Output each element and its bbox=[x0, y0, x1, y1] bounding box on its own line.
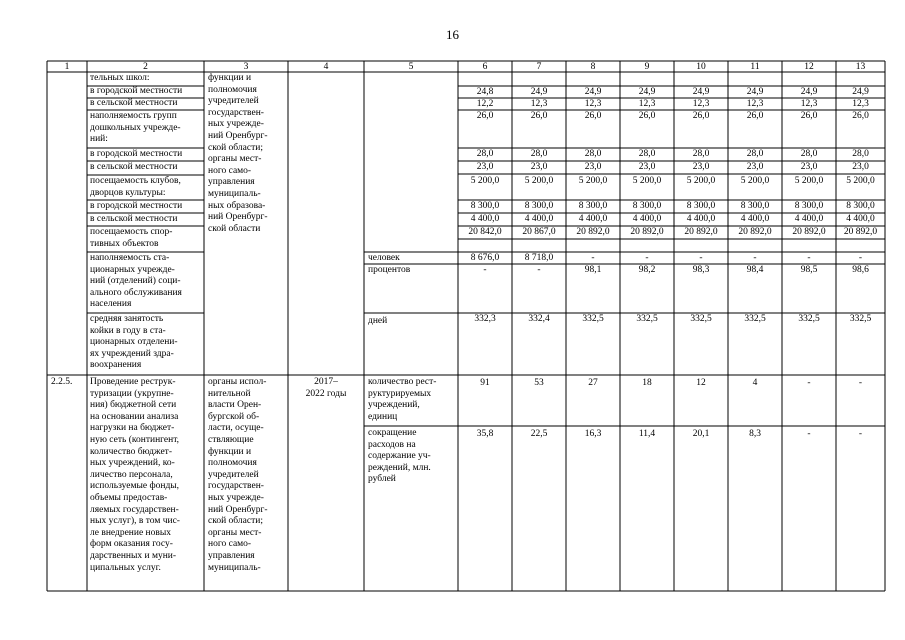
unit-savings: сокращение расходов на содержание уч- реждений, млн. рублей bbox=[368, 428, 431, 485]
value-cell-rural_school-col11: 12,3 bbox=[746, 99, 764, 109]
value-cell-count-col10: 12 bbox=[696, 378, 706, 388]
value-cell-count-col13: - bbox=[858, 378, 863, 388]
value-cell-clubs-col12: 5 200,0 bbox=[794, 176, 824, 186]
header-col-7: 7 bbox=[536, 62, 542, 72]
value-cell-urban_school-col6: 24,8 bbox=[476, 87, 494, 97]
value-cell-savings-col12: - bbox=[807, 429, 811, 439]
row-label-beds: средняя занятость койки в году в ста- ционарных отделени- ях учреждений здра- воохранения bbox=[90, 314, 178, 371]
value-cell-rural_school-col13: 12,3 bbox=[852, 99, 869, 109]
value-cell-preschool-col10: 26,0 bbox=[692, 111, 710, 121]
value-cell-urban_school-col7: 24,9 bbox=[530, 87, 548, 97]
row-label-urban-pre: в городской местности bbox=[90, 149, 183, 159]
value-cell-people-col8: - bbox=[591, 253, 595, 263]
value-cell-clubs-col6: 5 200,0 bbox=[470, 176, 500, 186]
header-col-11: 11 bbox=[750, 62, 760, 72]
row-label-restructuring: Проведение реструк- туризации (укрупне- ния) бюджетной сети на основании анализа нагрузки на бюджет- ную сеть (контингент, количество бюджет- ных учреждений, ко- личество персонала, используемые фонды, объемы предостав- ляемых государствен- ных услуг), в том чис- ле внедрение новых форм оказания госу- дарственных и муни- ципальных услуг. bbox=[90, 377, 180, 573]
value-cell-sports-col6: 20 842,0 bbox=[468, 227, 502, 237]
value-cell-urban_club-col12: 8 300,0 bbox=[794, 201, 824, 211]
value-cell-percent-col13: 98,6 bbox=[852, 265, 869, 275]
header-col-2: 2 bbox=[143, 62, 148, 72]
value-cell-urban_pre-col12: 28,0 bbox=[800, 149, 818, 159]
value-cell-clubs-col8: 5 200,0 bbox=[578, 176, 608, 186]
value-cell-people-col13: - bbox=[858, 253, 863, 263]
value-cell-days-col7: 332,4 bbox=[528, 314, 550, 324]
value-cell-rural_pre-col7: 23,0 bbox=[530, 162, 548, 172]
value-cell-urban_pre-col13: 28,0 bbox=[852, 149, 869, 159]
value-cell-sports-col9: 20 892,0 bbox=[630, 227, 664, 237]
value-cell-people-col10: - bbox=[699, 253, 703, 263]
value-cell-urban_club-col13: 8 300,0 bbox=[846, 201, 875, 211]
value-cell-urban_club-col10: 8 300,0 bbox=[686, 201, 716, 211]
value-cell-rural_club-col9: 4 400,0 bbox=[632, 214, 662, 224]
header-col-6: 6 bbox=[482, 62, 488, 72]
value-cell-sports-col10: 20 892,0 bbox=[684, 227, 718, 237]
value-cell-rural_pre-col6: 23,0 bbox=[476, 162, 494, 172]
value-cell-savings-col10: 20,1 bbox=[692, 429, 710, 439]
value-cell-days-col9: 332,5 bbox=[636, 314, 658, 324]
value-cell-people-col12: - bbox=[807, 253, 811, 263]
row-label-clubs: посещаемость клубов, дворцов культуры: bbox=[90, 176, 181, 198]
value-cell-days-col10: 332,5 bbox=[690, 314, 712, 324]
value-cell-urban_pre-col6: 28,0 bbox=[476, 149, 494, 159]
executor-top: функции и полномочия учредителей государствен- ных учрежде- ний Оренбург- ской области; органы мест- ного само- управления муниципаль- ных образова- ний Оренбург- ской области bbox=[208, 73, 268, 234]
value-cell-urban_school-col9: 24,9 bbox=[638, 87, 656, 97]
header-col-5: 5 bbox=[408, 62, 414, 72]
executor-bottom: органы испол- нительной власти Орен- бургской об- ласти, осуще- ствляющие функции и полномочия учредителей государствен- ных учрежде- ний Оренбург- ской области; органы мест- ного само- управления муниципаль- bbox=[208, 377, 268, 573]
value-cell-urban_pre-col10: 28,0 bbox=[692, 149, 710, 159]
value-cell-urban_school-col13: 24,9 bbox=[852, 87, 869, 97]
item-number: 2.2.5. bbox=[51, 377, 73, 387]
row-label-urban-school: в городской местности bbox=[90, 86, 183, 96]
unit-people: человек bbox=[368, 253, 400, 263]
row-label-preschool: наполняемость групп дошкольных учрежде- ний: bbox=[90, 111, 181, 145]
value-cell-sports-col12: 20 892,0 bbox=[792, 227, 826, 237]
value-cell-urban_pre-col11: 28,0 bbox=[746, 149, 764, 159]
value-cell-preschool-col9: 26,0 bbox=[638, 111, 656, 121]
value-cell-rural_school-col7: 12,3 bbox=[530, 99, 548, 109]
value-cell-percent-col12: 98,5 bbox=[800, 265, 818, 275]
value-cell-people-col11: - bbox=[753, 253, 757, 263]
value-cell-days-col13: 332,5 bbox=[849, 314, 872, 324]
value-cell-preschool-col8: 26,0 bbox=[584, 111, 602, 121]
value-cell-rural_school-col12: 12,3 bbox=[800, 99, 818, 109]
value-cell-urban_club-col6: 8 300,0 bbox=[470, 201, 500, 211]
value-cell-percent-col10: 98,3 bbox=[692, 265, 710, 275]
value-cell-sports-col13: 20 892,0 bbox=[843, 227, 878, 237]
value-cell-rural_club-col12: 4 400,0 bbox=[794, 214, 824, 224]
row-label-rural-club: в сельской местности bbox=[90, 214, 178, 224]
value-cell-urban_pre-col9: 28,0 bbox=[638, 149, 656, 159]
value-cell-urban_club-col8: 8 300,0 bbox=[578, 201, 608, 211]
value-cell-savings-col8: 16,3 bbox=[584, 429, 602, 439]
value-cell-count-col12: - bbox=[807, 378, 811, 388]
header-col-13: 13 bbox=[855, 62, 866, 72]
value-cell-rural_pre-col9: 23,0 bbox=[638, 162, 656, 172]
row-label-rural-school: в сельской местности bbox=[90, 98, 178, 108]
value-cell-urban_school-col8: 24,9 bbox=[584, 87, 602, 97]
value-cell-percent-col7: - bbox=[537, 265, 541, 275]
value-cell-rural_club-col7: 4 400,0 bbox=[524, 214, 554, 224]
value-cell-days-col6: 332,3 bbox=[474, 314, 496, 324]
value-cell-rural_club-col13: 4 400,0 bbox=[846, 214, 875, 224]
row-label-schools: тельных школ: bbox=[90, 73, 150, 83]
value-cell-percent-col8: 98,1 bbox=[584, 265, 602, 275]
row-label-social: наполняемость ста- ционарных учрежде- ний (отделений) соци- ального обслуживания населения bbox=[90, 253, 182, 310]
value-cell-preschool-col7: 26,0 bbox=[530, 111, 548, 121]
row-label-urban-club: в городской местности bbox=[90, 201, 183, 211]
value-cell-clubs-col7: 5 200,0 bbox=[524, 176, 554, 186]
header-col-12: 12 bbox=[804, 62, 814, 72]
value-cell-preschool-col6: 26,0 bbox=[476, 111, 494, 121]
header-col-3: 3 bbox=[243, 62, 249, 72]
value-cell-clubs-col11: 5 200,0 bbox=[740, 176, 770, 186]
value-cell-sports-col7: 20 867,0 bbox=[522, 227, 556, 237]
value-cell-count-col11: 4 bbox=[752, 378, 758, 388]
value-cell-people-col7: 8 718,0 bbox=[524, 253, 554, 263]
period: 2017– 2022 годы bbox=[305, 377, 347, 399]
value-cell-savings-col9: 11,4 bbox=[638, 429, 656, 439]
value-cell-urban_club-col7: 8 300,0 bbox=[524, 201, 554, 211]
value-cell-rural_pre-col11: 23,0 bbox=[746, 162, 764, 172]
value-cell-urban_pre-col8: 28,0 bbox=[584, 149, 602, 159]
value-cell-clubs-col9: 5 200,0 bbox=[632, 176, 662, 186]
value-cell-days-col12: 332,5 bbox=[798, 314, 820, 324]
value-cell-savings-col13: - bbox=[858, 429, 863, 439]
header-col-10: 10 bbox=[696, 62, 706, 72]
value-cell-urban_club-col9: 8 300,0 bbox=[632, 201, 662, 211]
value-cell-rural_pre-col8: 23,0 bbox=[584, 162, 602, 172]
value-cell-sports-col8: 20 892,0 bbox=[576, 227, 610, 237]
value-cell-count-col6: 91 bbox=[480, 378, 490, 388]
unit-count: количество рест- руктурируемых учреждений, единиц bbox=[368, 377, 437, 422]
value-cell-urban_school-col11: 24,9 bbox=[746, 87, 764, 97]
value-cell-urban_club-col11: 8 300,0 bbox=[740, 201, 770, 211]
value-cell-rural_school-col6: 12,2 bbox=[476, 99, 494, 109]
value-cell-rural_club-col10: 4 400,0 bbox=[686, 214, 716, 224]
row-label-sports: посещаемость спор- тивных объектов bbox=[90, 227, 173, 249]
value-cell-rural_club-col6: 4 400,0 bbox=[470, 214, 500, 224]
value-cell-urban_pre-col7: 28,0 bbox=[530, 149, 548, 159]
value-cell-rural_club-col11: 4 400,0 bbox=[740, 214, 770, 224]
value-cell-count-col7: 53 bbox=[534, 378, 544, 388]
header-col-9: 9 bbox=[644, 62, 650, 72]
unit-percent: процентов bbox=[368, 265, 411, 275]
value-cell-percent-col9: 98,2 bbox=[638, 265, 656, 275]
value-cell-urban_school-col12: 24,9 bbox=[800, 87, 818, 97]
value-cell-urban_school-col10: 24,9 bbox=[692, 87, 710, 97]
value-cell-savings-col11: 8,3 bbox=[749, 429, 761, 439]
value-cell-count-col8: 27 bbox=[588, 378, 598, 388]
value-cell-clubs-col10: 5 200,0 bbox=[686, 176, 716, 186]
value-cell-rural_pre-col12: 23,0 bbox=[800, 162, 818, 172]
value-cell-people-col9: - bbox=[645, 253, 649, 263]
value-cell-rural_pre-col13: 23,0 bbox=[852, 162, 869, 172]
value-cell-preschool-col13: 26,0 bbox=[852, 111, 869, 121]
value-cell-rural_school-col8: 12,3 bbox=[584, 99, 602, 109]
value-cell-percent-col11: 98,4 bbox=[746, 265, 764, 275]
value-cell-preschool-col12: 26,0 bbox=[800, 111, 818, 121]
value-cell-savings-col6: 35,8 bbox=[476, 429, 494, 439]
value-cell-count-col9: 18 bbox=[642, 378, 652, 388]
page-number: 16 bbox=[446, 27, 459, 42]
value-cell-rural_school-col9: 12,3 bbox=[638, 99, 656, 109]
value-cell-savings-col7: 22,5 bbox=[530, 429, 548, 439]
value-cell-people-col6: 8 676,0 bbox=[470, 253, 500, 263]
value-cell-days-col11: 332,5 bbox=[744, 314, 766, 324]
row-label-rural-pre: в сельской местности bbox=[90, 162, 178, 172]
value-cell-rural_club-col8: 4 400,0 bbox=[578, 214, 608, 224]
value-cell-days-col8: 332,5 bbox=[582, 314, 604, 324]
value-cell-percent-col6: - bbox=[483, 265, 487, 275]
value-cell-preschool-col11: 26,0 bbox=[746, 111, 764, 121]
header-col-8: 8 bbox=[590, 62, 596, 72]
value-cell-rural_school-col10: 12,3 bbox=[692, 99, 710, 109]
header-col-1: 1 bbox=[64, 62, 70, 72]
value-cell-sports-col11: 20 892,0 bbox=[738, 227, 772, 237]
header-col-4: 4 bbox=[323, 62, 329, 72]
value-cell-rural_pre-col10: 23,0 bbox=[692, 162, 710, 172]
value-cell-clubs-col13: 5 200,0 bbox=[846, 176, 875, 186]
unit-days: дней bbox=[368, 316, 388, 326]
